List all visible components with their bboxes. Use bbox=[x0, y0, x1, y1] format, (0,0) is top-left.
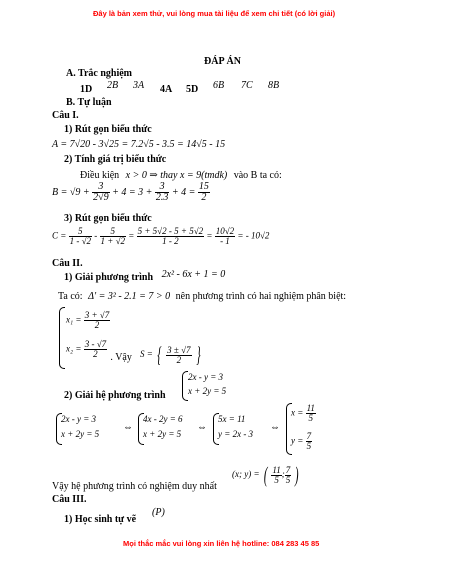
eq-c-frac-4 bbox=[215, 227, 235, 246]
root-x2-lhs: x₂ = bbox=[66, 343, 82, 354]
pair-lhs: (x; y) = bbox=[232, 469, 260, 480]
right-paren-glyph: ) bbox=[295, 462, 299, 487]
solution-x bbox=[291, 404, 316, 423]
conclusion-text: Vậy hệ phương trình có nghiệm duy nhất bbox=[52, 481, 217, 492]
equation-b bbox=[52, 182, 210, 203]
left-paren-glyph: ( bbox=[263, 462, 268, 487]
eq-c-frac-1 bbox=[69, 227, 92, 246]
eq-b-frac-1 bbox=[92, 182, 110, 203]
fraction-denominator: - 1 bbox=[220, 236, 230, 246]
eq-b-frac-2 bbox=[155, 182, 170, 203]
delta-tail: nên phương trình có hai nghiệm phân biệt: bbox=[175, 291, 347, 302]
answer-title: ĐÁP ÁN bbox=[204, 56, 241, 67]
system-3-eq-1: 5x = 11 bbox=[218, 414, 246, 424]
eq-c-eq: = bbox=[128, 230, 135, 241]
q2-part2-heading: 2) Giải hệ phương trình bbox=[64, 390, 166, 401]
system-1-eq-2: x + 2y = 5 bbox=[61, 429, 100, 439]
system-head-eq-1: 2x - y = 3 bbox=[188, 372, 224, 382]
fraction-denominator: 2.3 bbox=[155, 192, 169, 203]
fraction-denominator: 5 bbox=[306, 441, 312, 451]
eq-c-frac-2 bbox=[100, 227, 127, 246]
fraction-denominator: 2 bbox=[176, 354, 182, 365]
delta-line bbox=[58, 291, 346, 302]
fraction-denominator: 5 bbox=[285, 474, 291, 485]
fraction-numerator: 5 bbox=[100, 227, 127, 237]
root-x1-lhs: x₁ = bbox=[66, 314, 82, 325]
parabola-label: (P) bbox=[152, 507, 165, 518]
root-x1 bbox=[66, 311, 110, 330]
section-a-heading: A. Trắc nghiệm bbox=[66, 68, 133, 79]
eq-c-rhs: = - 10√2 bbox=[237, 230, 270, 241]
fraction-denominator: 2 bbox=[94, 320, 100, 330]
conclusion-word: . Vậy bbox=[110, 351, 132, 363]
solution-y-frac bbox=[306, 432, 313, 451]
eq-b-lhs: B = √9 + bbox=[52, 186, 90, 198]
fraction-denominator: 1 - √2 bbox=[69, 236, 92, 246]
roots-brace bbox=[59, 307, 65, 369]
fraction-numerator: 3 bbox=[155, 182, 170, 193]
q2-part1-heading: 1) Giải phương trình bbox=[64, 272, 154, 283]
answer-8: 8B bbox=[268, 80, 280, 91]
fraction-denominator: 2√9 bbox=[93, 192, 109, 203]
hotline-banner: Mọi thắc mắc vui lòng xin liên hệ hotline: 084 283 45 85 bbox=[123, 539, 320, 548]
fraction-denominator: 1 + √2 bbox=[100, 236, 126, 246]
eq-b-frac-3 bbox=[198, 182, 210, 203]
q1-part1-heading: 1) Rút gọn biểu thức bbox=[64, 124, 152, 135]
fraction-numerator: 11 bbox=[306, 403, 315, 413]
equivalence-arrow: ⇔ bbox=[123, 422, 133, 433]
condition-math: x > 0 ⇒ thay x = 9(tmdk) bbox=[125, 170, 228, 181]
equation-c bbox=[52, 227, 269, 246]
preview-banner: Đây là bản xem thử, vui lòng mua tài liệu để xem chi tiết (có lời giải) bbox=[93, 9, 336, 18]
quadratic-equation: 2x² - 6x + 1 = 0 bbox=[161, 269, 226, 280]
condition-label: Điều kiện bbox=[80, 170, 120, 181]
fraction-numerator: 3 + √7 bbox=[84, 310, 110, 320]
answer-3: 3A bbox=[133, 80, 145, 91]
eq-c-op: - bbox=[94, 230, 98, 241]
fraction-numerator: 5 + 5√2 - 5 + 5√2 bbox=[137, 226, 204, 236]
eq-c-frac-3 bbox=[137, 227, 205, 246]
pair-x-frac bbox=[271, 466, 281, 485]
fraction-denominator: 1 - 2 bbox=[162, 236, 179, 246]
eq-c-lhs: C = bbox=[52, 230, 67, 241]
solution-set-frac bbox=[166, 346, 191, 365]
answer-4: 4A bbox=[160, 84, 173, 95]
question-3-heading: Câu III. bbox=[52, 494, 87, 505]
fraction-numerator: 10√2 bbox=[215, 226, 235, 236]
left-brace-glyph: { bbox=[157, 342, 162, 367]
delta-math: Δ' = 3² - 2.1 = 7 > 0 bbox=[88, 291, 171, 302]
fraction-denominator: 5 bbox=[274, 474, 279, 485]
q3-part1-heading: 1) Học sinh tự vẽ bbox=[64, 514, 137, 525]
q2-part1-line bbox=[64, 269, 226, 283]
pair-y-frac bbox=[285, 466, 292, 485]
solution-y bbox=[291, 432, 312, 451]
fraction-numerator: 3 bbox=[92, 182, 110, 193]
fraction-numerator: 7 bbox=[306, 431, 312, 441]
unique-solution: (x; y) = ( $\frac{11}{5}$ ; $\frac{7}{5}$ ) bbox=[232, 462, 299, 487]
root-x2-frac bbox=[84, 340, 107, 359]
question-1-heading: Câu I. bbox=[52, 110, 79, 121]
root-x1-frac bbox=[84, 311, 111, 330]
eq-c-eq: = bbox=[206, 230, 213, 241]
system-head-eq-2: x + 2y = 5 bbox=[188, 386, 227, 396]
fraction-numerator: 11 bbox=[272, 464, 281, 475]
delta-prefix: Ta có: bbox=[58, 291, 83, 302]
system-3-eq-2: y = 2x - 3 bbox=[218, 429, 254, 439]
system-2-eq-1: 4x - 2y = 6 bbox=[143, 414, 183, 424]
fraction-numerator: 5 bbox=[69, 227, 92, 237]
equivalence-arrow: ⇔ bbox=[270, 422, 280, 433]
system-1-eq-1: 2x - y = 3 bbox=[61, 414, 97, 424]
condition-tail: vào B ta có: bbox=[233, 170, 282, 181]
right-brace-glyph: } bbox=[195, 342, 201, 367]
q1-part3-heading: 3) Rút gọn biểu thức bbox=[64, 213, 152, 224]
answer-6: 6B bbox=[213, 80, 225, 91]
equivalence-arrow: ⇔ bbox=[197, 422, 207, 433]
solution-set-lhs: S = bbox=[140, 349, 153, 360]
fraction-denominator: 2 bbox=[201, 192, 207, 203]
solution-x-lhs: x = bbox=[291, 407, 304, 418]
system-2-eq-2: x + 2y = 5 bbox=[143, 429, 182, 439]
section-b-heading: B. Tự luận bbox=[66, 97, 112, 108]
solution-y-lhs: y = bbox=[291, 435, 304, 446]
eq-b-mid-2: + 4 = bbox=[171, 186, 196, 198]
q1-part2-heading: 2) Tính giá trị biểu thức bbox=[64, 154, 167, 165]
fraction-denominator: 2 bbox=[93, 349, 98, 359]
eq-b-mid-1: + 4 = 3 + bbox=[112, 186, 153, 198]
answer-1: 1D bbox=[80, 84, 93, 95]
fraction-denominator: 5 bbox=[308, 413, 313, 423]
solution-set bbox=[140, 342, 203, 368]
root-x2 bbox=[66, 339, 132, 363]
fraction-numerator: 3 ± √7 bbox=[167, 344, 191, 355]
fraction-numerator: 3 - √7 bbox=[84, 339, 107, 349]
answer-5: 5D bbox=[186, 84, 199, 95]
question-2-heading: Câu II. bbox=[52, 258, 83, 269]
fraction-numerator: 7 bbox=[285, 464, 291, 475]
equation-a: A = 7√20 - 3√25 = 7.2√5 - 3.5 = 14√5 - 15 bbox=[52, 139, 226, 150]
fraction-numerator: 15 bbox=[198, 181, 209, 192]
answer-2: 2B bbox=[107, 80, 119, 91]
condition-line bbox=[80, 170, 282, 181]
answer-7: 7C bbox=[241, 80, 253, 91]
solution-x-frac bbox=[306, 404, 316, 423]
